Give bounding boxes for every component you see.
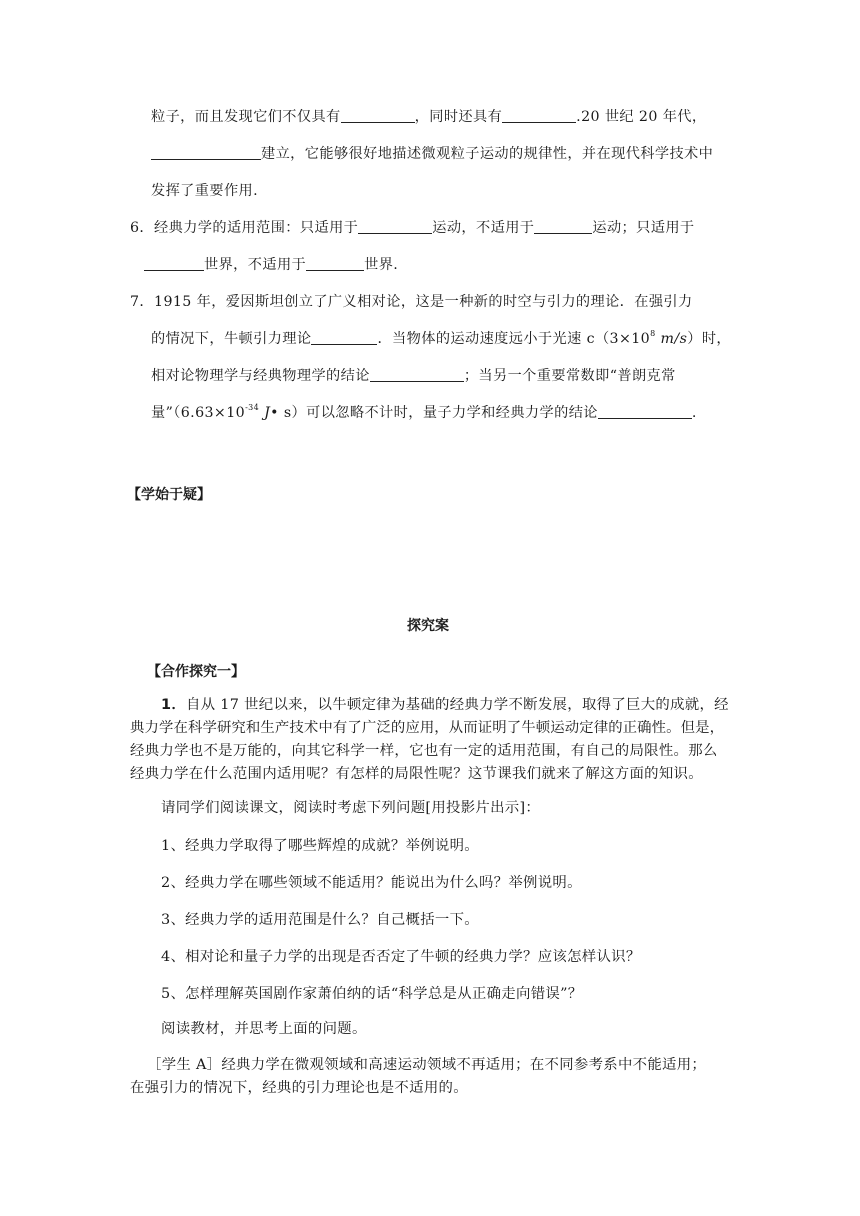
- para1-line3: 经典力学也不是万能的，向其它科学一样，它也有一定的适用范围，有自己的局限性。那么: [130, 743, 718, 759]
- q6-line2: [144, 254, 398, 274]
- q5-blank-3: [151, 145, 261, 160]
- q6-blank-2: [534, 219, 592, 234]
- student-a-line2: 在强引力的情况下，经典的引力理论也是不适用的。: [130, 1080, 468, 1096]
- q5-line2: [151, 143, 713, 163]
- page-title: 探究案: [407, 618, 449, 634]
- q7-text-i: .: [691, 405, 697, 421]
- q7-text-c: ．当物体的运动速度远小于光速 c（3×10: [377, 331, 651, 347]
- q7-unit-1: m/s: [660, 331, 688, 347]
- q7-text-g: 量”（6.63×10: [151, 405, 246, 421]
- q7-unit-2: J: [264, 405, 271, 421]
- q7-exponent-1: 8: [650, 329, 656, 338]
- list-item: 2、经典力学在哪些领域不能适用？能说出为什么吗？举例说明。: [161, 875, 582, 891]
- list-item: 3、经典力学的适用范围是什么？自己概括一下。: [161, 912, 479, 928]
- list-item: 4、相对论和量子力学的出现是否否定了牛顿的经典力学？应该怎样认识？: [161, 949, 641, 965]
- q6-text-c: 运动；只适用于: [592, 220, 695, 236]
- q5-line1: [151, 106, 706, 126]
- q5-text-b: ，同时还具有: [414, 109, 503, 125]
- q5-text-d: 建立，它能够很好地描述微观粒子运动的规律性，并在现代科学技术中: [261, 146, 714, 162]
- q7-blank-2: [370, 367, 464, 382]
- para1-line4: 经典力学在什么范围内适用呢？有怎样的局限性呢？这节课我们就来了解这方面的知识。: [130, 766, 703, 782]
- q7-text-e: 相对论物理学与经典物理学的结论: [151, 368, 370, 384]
- para1-number: 1．: [161, 697, 187, 713]
- q7-line1: [130, 291, 693, 311]
- q6-blank-3: [144, 256, 204, 271]
- q7-blank-1: [311, 330, 377, 345]
- q7-blank-3: [598, 404, 692, 419]
- q7-text-h: • s）可以忽略不计时，量子力学和经典力学的结论: [270, 405, 598, 421]
- q7-text-a: 1915 年，爱因斯坦创立了广义相对论，这是一种新的时空与引力的理论．在强引力: [154, 294, 693, 310]
- q7-text-d: ）时，: [687, 331, 732, 347]
- q6-text-e: 世界.: [364, 257, 399, 273]
- q7-number: 7．: [130, 294, 155, 310]
- coop-heading: 【合作探究一】: [147, 664, 245, 680]
- q5-text-c: .20 世纪 20 年代，: [576, 109, 707, 125]
- q6-blank-4: [306, 256, 364, 271]
- list-item: 1、经典力学取得了哪些辉煌的成就？举例说明。: [161, 838, 479, 854]
- q7-line4: [151, 402, 697, 422]
- q5-line3: [151, 180, 258, 200]
- student-a-line1: ［学生 A］经典力学在微观领域和高速运动领域不再适用；在不同参考系中不能适用；: [147, 1057, 707, 1073]
- q6-text-b: 运动，不适用于: [432, 220, 535, 236]
- q5-blank-2: [502, 108, 576, 123]
- q6-line1: [130, 217, 695, 237]
- para1-line2: 典力学在科学研究和生产技术中有了广泛的应用，从而证明了牛顿运动定律的正确性。但是，: [130, 720, 725, 736]
- instruction-text: 请同学们阅读课文，阅读时考虑下列问题[用投影片出示]：: [161, 800, 541, 816]
- q6-number: 6．: [130, 220, 155, 236]
- q5-text-a: 粒子，而且发现它们不仅具有: [151, 109, 341, 125]
- q7-exponent-2: -34: [245, 403, 260, 412]
- para1-text-1: 自从 17 世纪以来，以牛顿定律为基础的经典力学不断发展，取得了巨大的成就，经: [186, 697, 729, 713]
- q5-blank-1: [341, 108, 415, 123]
- list-item: 5、怎样理解英国剧作家萧伯纳的话“科学总是从正确走向错误”？: [161, 986, 583, 1002]
- q7-text-b: 的情况下，牛顿引力理论: [151, 331, 312, 347]
- q6-text-d: 世界，不适用于: [204, 257, 307, 273]
- q6-text-a: 经典力学的适用范围：只适用于: [154, 220, 359, 236]
- read-prompt: 阅读教材，并思考上面的问题。: [161, 1021, 367, 1037]
- section-doubt-heading: 【学始于疑】: [127, 487, 211, 503]
- q7-line3: [151, 365, 676, 385]
- q7-line2: [151, 328, 731, 348]
- q6-blank-1: [358, 219, 432, 234]
- q5-text-e: 发挥了重要作用.: [151, 183, 259, 199]
- para1-line1: [161, 693, 729, 714]
- q7-text-f: ；当另一个重要常数即“普朗克常: [463, 368, 676, 384]
